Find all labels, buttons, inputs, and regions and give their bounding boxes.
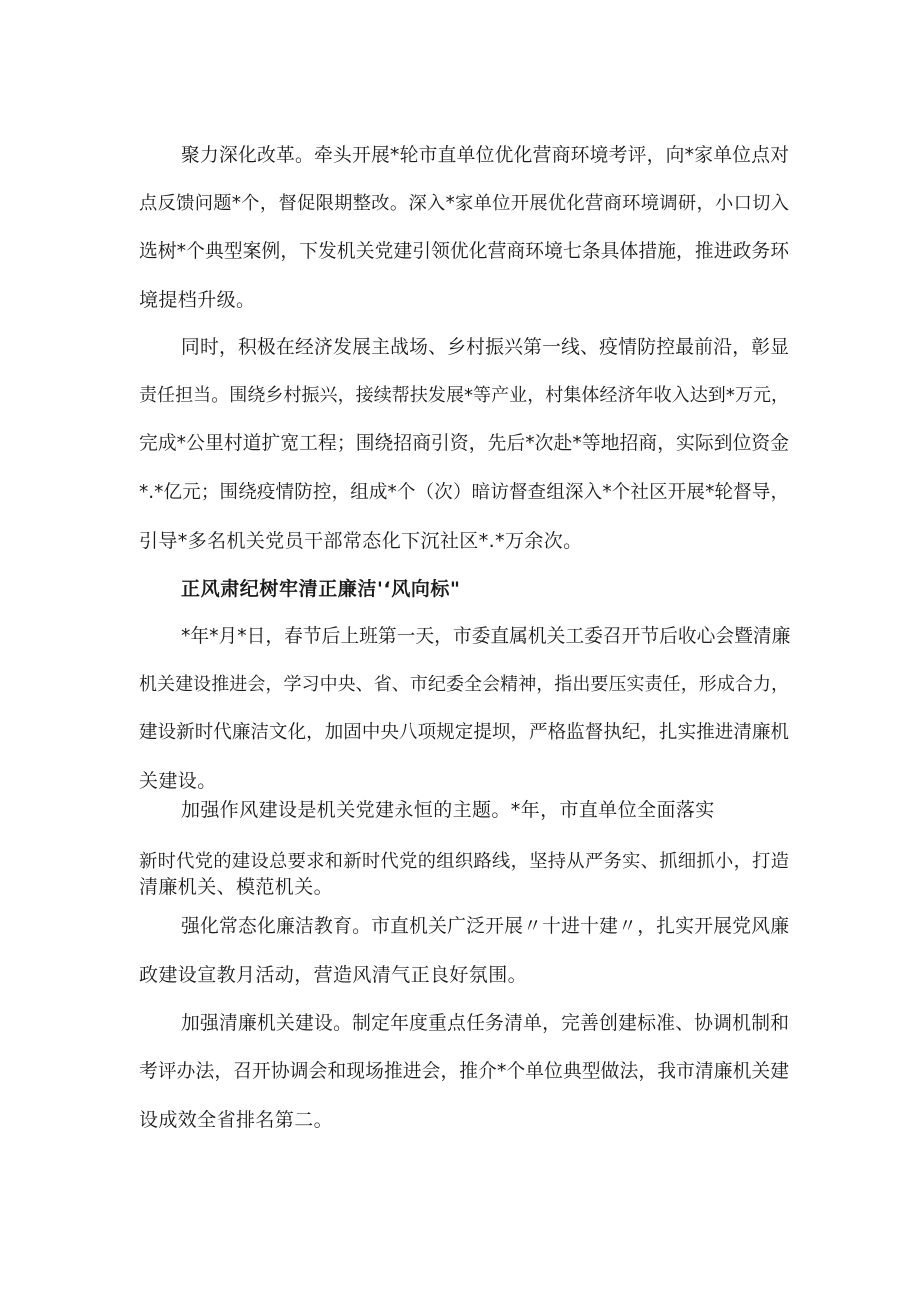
text-line: 机关建设推进会，学习中央、省、市纪委全会精神，指出要压实责任，形成合力， [139, 674, 789, 695]
text-line: *.*亿元；围绕疫情防控，组成*个（次）暗访督查组深入*个社区开展*轮督导， [139, 482, 789, 503]
text-line: *年*月*日，春节后上班第一天，市委直属机关工委召开节后收心会暨清廉 [181, 626, 791, 647]
text-line: 责任担当。围绕乡村振兴，接续帮扶发展*等产业，村集体经济年收入达到*万元， [139, 385, 789, 406]
text-line: 完成*公里村道扩宽工程；围绕招商引资，先后*次赴*等地招商，实际到位资金 [139, 433, 789, 454]
text-line: 新时代党的建设总要求和新时代党的组织路线，坚持从严务实、抓细抓小，打造 [139, 851, 789, 872]
text-line: 设成效全省排名第二。 [139, 1109, 334, 1131]
text-line: 点反馈问题*个，督促限期整改。深入*家单位开展优化营商环境调研，小口切入 [139, 193, 789, 214]
section-heading: 正风肃纪树牢清正廉洁'‘风向标" [181, 578, 461, 600]
text-line: 建设新时代廉洁文化，加固中央八项规定提坝，严格监督执纪，扎实推进清廉机 [139, 722, 789, 743]
text-line: 加强作风建设是机关党建永恒的主题。*年，市直单位全面落实 [181, 799, 715, 821]
text-line: 同时，积极在经济发展主战场、乡村振兴第一线、疫情防控最前沿，彰显 [181, 337, 789, 358]
text-line: 关建设。 [139, 770, 217, 792]
text-line: 考评办法，召开协调会和现场推进会，推介*个单位典型做法，我市清廉机关建 [139, 1061, 789, 1082]
text-line: 境提档升级。 [139, 289, 256, 311]
text-line: 强化常态化廉洁教育。市直机关广泛开展〃十进十建〃，扎实开展党风廉 [181, 916, 789, 937]
text-line: 加强清廉机关建设。制定年度重点任务清单，完善创建标准、协调机制和 [181, 1013, 789, 1034]
text-line: 清廉机关、模范机关。 [139, 876, 334, 898]
text-line: 选树*个典型案例，下发机关党建引领优化营商环境七条具体措施，推进政务环 [139, 241, 789, 262]
text-line: 聚力深化改革。牵头开展*轮市直单位优化营商环境考评，向*家单位点对 [181, 145, 789, 166]
text-line: 政建设宣教月活动，营造风清气正良好氛围。 [139, 964, 528, 986]
text-line: 引导*多名机关党员干部常态化下沉社区*.*万余次。 [139, 530, 583, 552]
